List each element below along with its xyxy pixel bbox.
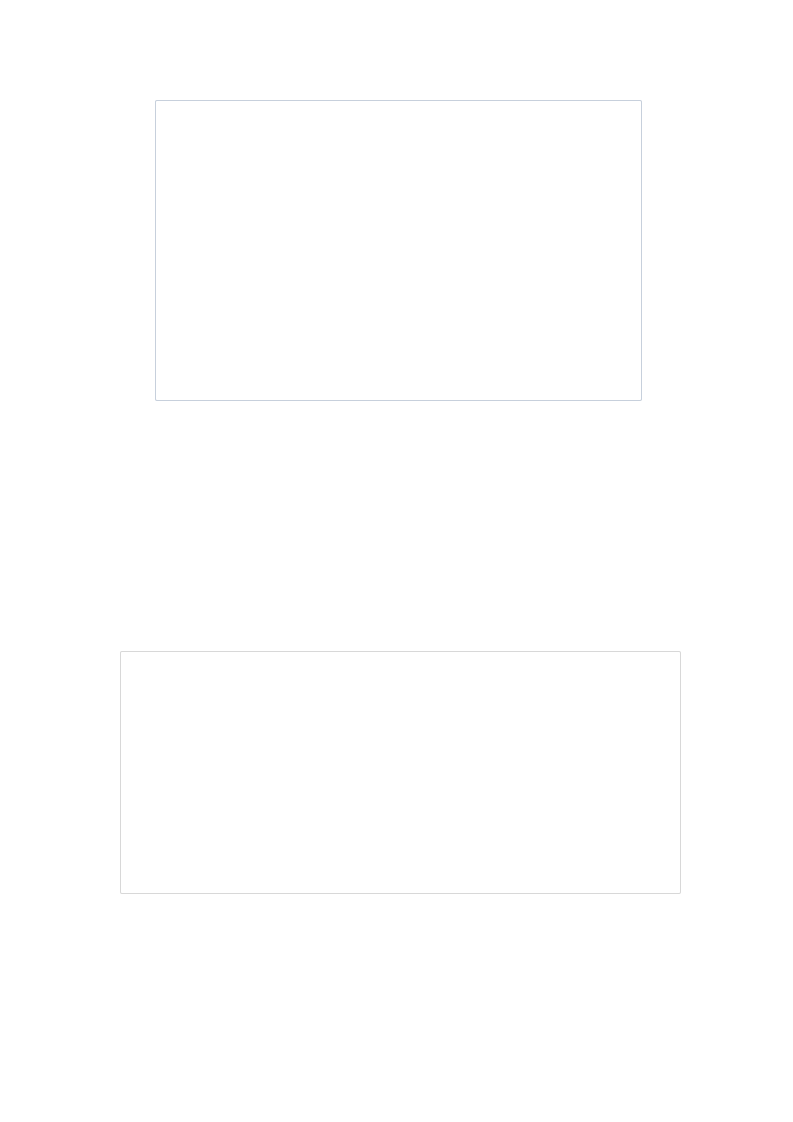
bar-chart-card xyxy=(120,651,681,894)
bar-plot xyxy=(121,652,682,895)
pie-chart-card xyxy=(155,100,642,401)
pie-plot xyxy=(156,101,643,402)
